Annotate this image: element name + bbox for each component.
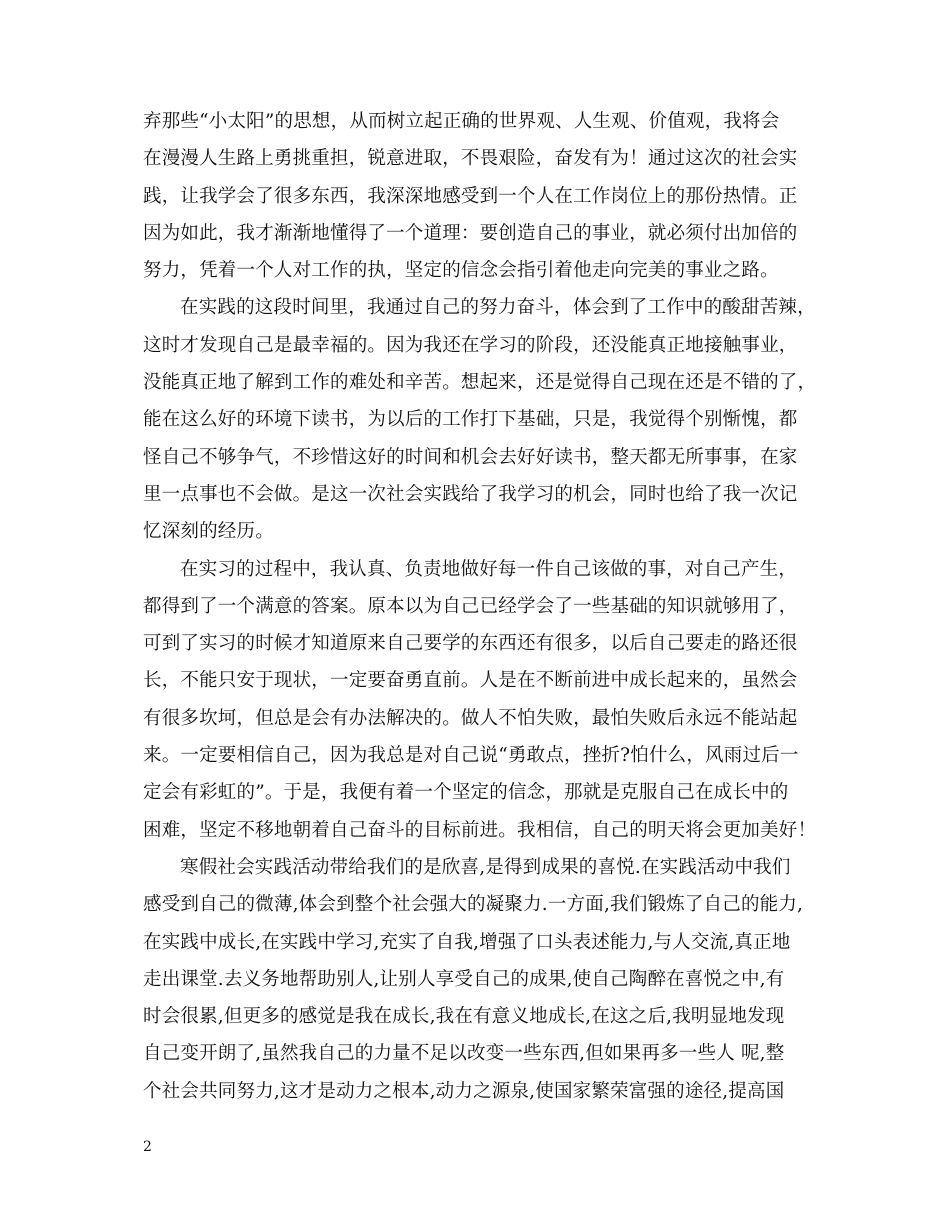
text-line: 因为如此，我才渐渐地懂得了一个道理：要创造自己的事业，就必须付出加倍的 [143, 222, 798, 244]
text-line: 怪自己不够争气，不珍惜这好的时间和机会去好好读书，整天都无所事事，在家 [143, 446, 798, 468]
text-line: 践，让我学会了很多东西，我深深地感受到一个人在工作岗位上的那份热情。正 [143, 185, 798, 207]
text-line: 可到了实习的时候才知道原来自己要学的东西还有很多，以后自己要走的路还很 [143, 633, 798, 655]
text-line: 努力，凭着一个人对工作的执，坚定的信念会指引着他走向完美的事业之路。 [143, 260, 779, 282]
text-line: 没能真正地了解到工作的难处和辛苦。想起来，还是觉得自己现在还是不错的了， [143, 372, 817, 394]
text-line: 在实践中成长,在实践中学习,充实了自我,增强了口头表述能力,与人交流,真正地 [143, 931, 791, 953]
text-line: 在漫漫人生路上勇挑重担，锐意进取，不畏艰险，奋发有为！通过这次的社会实 [143, 148, 798, 170]
paragraph [143, 289, 817, 550]
paragraph [143, 849, 805, 1110]
text-line: 感受到自己的微薄,体会到整个社会强大的凝聚力.一方面,我们锻炼了自己的能力, [143, 894, 804, 916]
text-line: 寒假社会实践活动带给我们的是欣喜,是得到成果的喜悦.在实践活动中我们 [180, 856, 791, 878]
text-line: 个社会共同努力,这才是动力之根本,动力之源泉,使国家繁荣富强的途径,提高国 [143, 1080, 785, 1102]
text-line: 能在这么好的环境下读书，为以后的工作打下基础，只是，我觉得个别惭愧，都 [143, 409, 798, 431]
text-line: 走出课堂.去义务地帮助别人,让别人享受自己的成果,使自己陶醉在喜悦之中,有 [143, 968, 785, 990]
paragraph [143, 551, 817, 849]
text-line: 定会有彩虹的”。于是，我便有着一个坚定的信念，那就是克服自己在成长中的 [143, 782, 789, 804]
text-line: 在实践的这段时间里，我通过自己的努力奋斗，体会到了工作中的酸甜苦辣， [180, 297, 816, 319]
paragraph [143, 103, 805, 289]
text-line: 来。一定要相信自己，因为我总是对自己说“勇敢点，挫折?怕什么，风雨过后一 [143, 745, 799, 767]
text-line: 时会很累,但更多的感觉是我在成长,我在有意义地成长,在这之后,我明显地发现 [143, 1006, 785, 1028]
text-line: 忆深刻的经历。 [143, 521, 274, 543]
body-text [143, 103, 817, 1110]
text-line: 里一点事也不会做。是这一次社会实践给了我学习的机会，同时也给了我一次记 [143, 483, 798, 505]
text-line: 这时才发现自己是最幸福的。因为我还在学习的阶段，还没能真正地接触事业， [143, 334, 798, 356]
text-line: 自己变开朗了,虽然我自己的力量不足以改变一些东西,但如果再多一些人 呢,整 [143, 1043, 785, 1065]
text-line: 弃那些“小太阳”的思想，从而树立起正确的世界观、人生观、价值观，我将会 [143, 111, 780, 132]
text-line: 长，不能只安于现状，一定要奋勇直前。人是在不断前进中成长起来的，虽然会 [143, 670, 798, 692]
text-line: 在实习的过程中，我认真、负责地做好每一件自己该做的事，对自己产生， [180, 558, 798, 580]
text-line: 都得到了一个满意的答案。原本以为自己已经学会了一些基础的知识就够用了， [143, 595, 798, 617]
text-line: 有很多坎坷，但总是会有办法解决的。做人不怕失败，最怕失败后永远不能站起 [143, 707, 798, 729]
text-line: 困难，坚定不移地朝着自己奋斗的目标前进。我相信，自己的明天将会更加美好！ [143, 819, 817, 841]
page-number: 2 [143, 1139, 152, 1155]
